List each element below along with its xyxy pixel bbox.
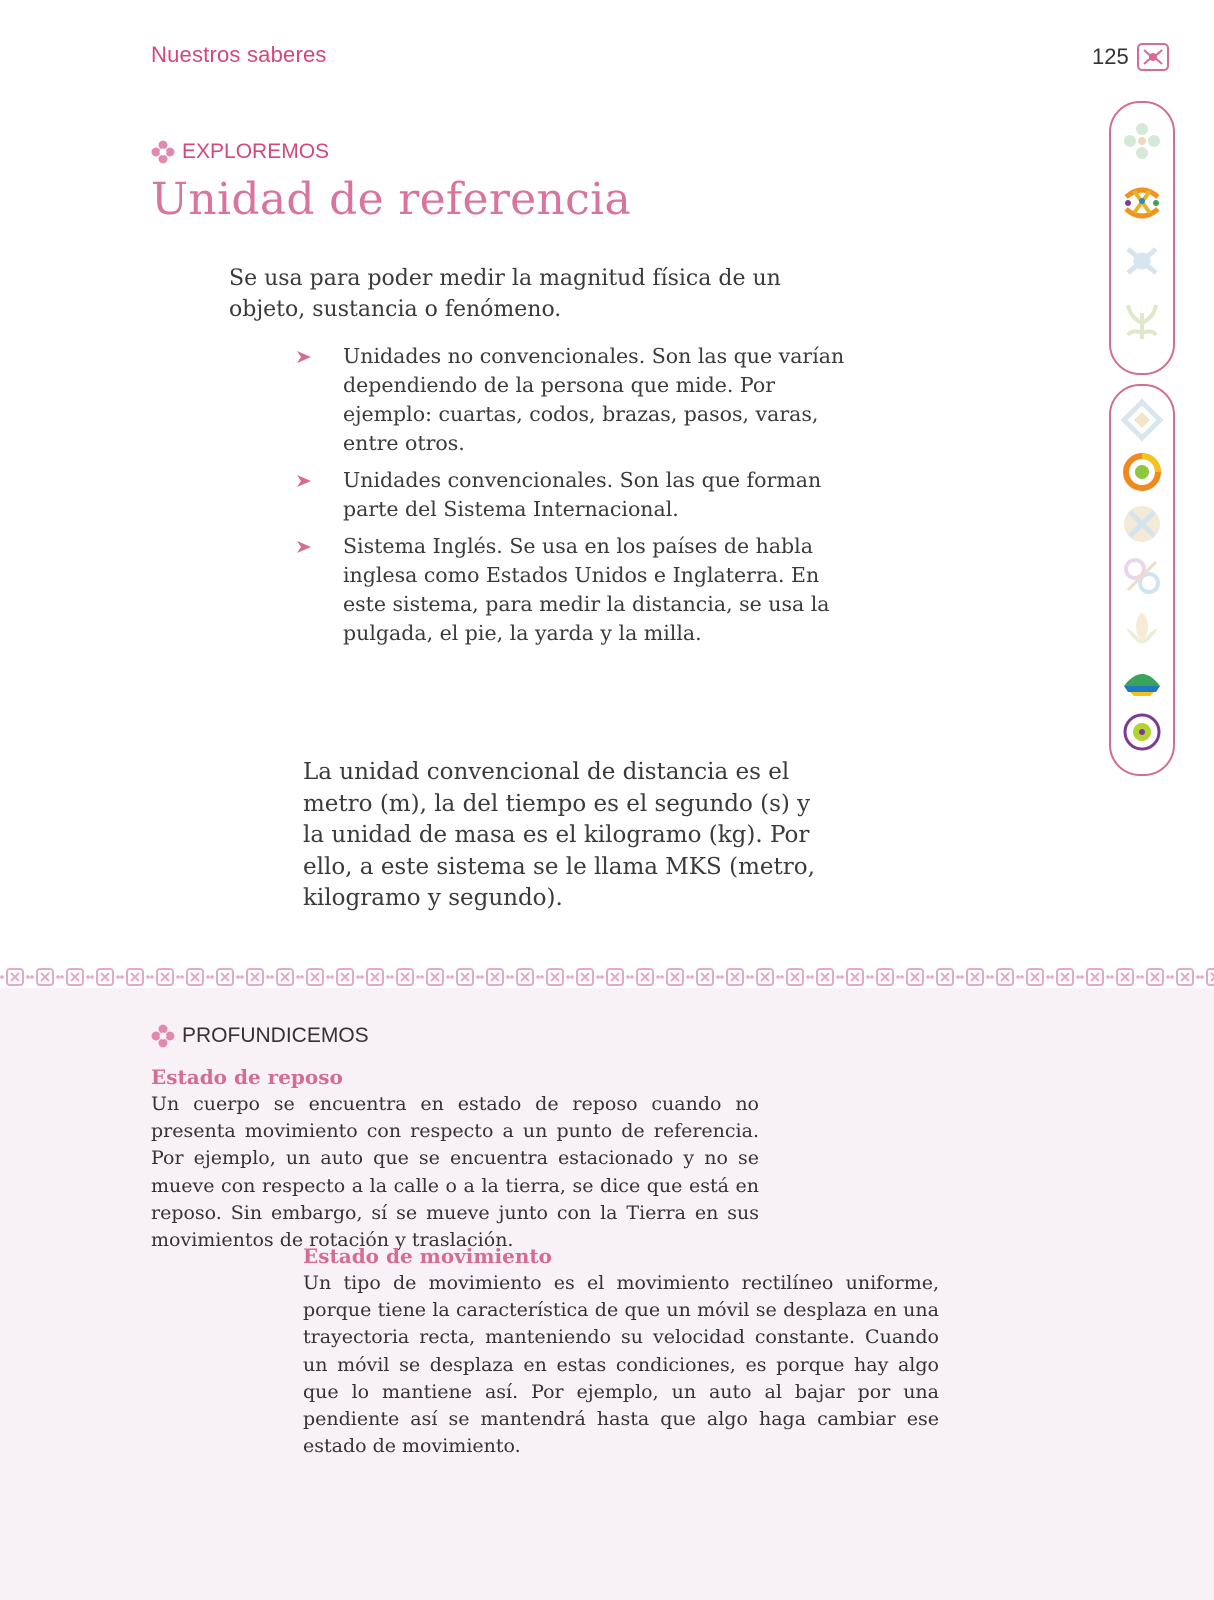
active-ring-icon[interactable] [1120, 450, 1164, 494]
arrow-bullet-icon [296, 474, 312, 488]
list-item [292, 532, 852, 648]
sidebar-top-group [1109, 101, 1175, 375]
faded-diamond-icon[interactable] [1120, 398, 1164, 442]
flower-icon [150, 139, 176, 165]
active-target-icon[interactable] [1120, 710, 1164, 754]
faded-magnifier-icon[interactable] [1120, 554, 1164, 598]
movimiento-paragraph: Un tipo de movimiento es el movimiento rectilíneo uniforme, porque tiene la característica de que un móvil se desplaza en una trayectoria recta, manteniendo su velocidad constante. Cuando un móvil se desplaza en estas condiciones, es porque hay algo que lo mantiene así. Por ejemplo, un auto al bajar por una pendiente así se mantendrá hasta que algo haga cambiar ese estado de movimiento. [303, 1272, 939, 1458]
arrow-bullet-icon [296, 350, 312, 364]
faded-floral-icon[interactable] [1120, 119, 1164, 163]
mks-paragraph: La unidad convencional de distancia es el metro (m), la del tiempo es el segundo (s) y la unidad de masa es el kilogramo (kg). Por ello, a este sistema se le llama MKS (metro, kilogramo y segundo). [303, 759, 815, 911]
units-list [292, 342, 852, 656]
arrow-bullet-icon [296, 540, 312, 554]
page-number: 125 [1092, 44, 1129, 69]
corner-glyph-icon [1134, 38, 1172, 76]
list-item-text: Unidades no convencionales. Son las que varían dependiendo de la persona que mide. Por ejemplo: cuartas, codos, brazas, pasos, varas, entre otros. [343, 344, 845, 455]
running-head: Nuestros saberes [151, 42, 327, 67]
page-title: Unidad de referencia [151, 174, 631, 225]
explore-label-text: EXPLOREMOS [182, 140, 330, 163]
list-item-text: Sistema Inglés. Se usa en los países de habla inglesa como Estados Unidos e Inglaterra. En este sistema, para medir la distancia, se usa la pulgada, el pie, la yarda y la milla. [343, 534, 830, 645]
intro-paragraph: Se usa para poder medir la magnitud física de un objeto, sustancia o fenómeno. [229, 266, 781, 322]
flower-icon [150, 1023, 176, 1049]
faded-hourglass-icon[interactable] [1120, 502, 1164, 546]
movimiento-heading: Estado de movimiento [303, 1244, 552, 1268]
ornament-strip [0, 966, 1214, 988]
active-figure-icon[interactable] [1120, 179, 1164, 223]
faded-lotus-icon[interactable] [1120, 606, 1164, 650]
active-fan-icon[interactable] [1120, 658, 1164, 702]
reposo-paragraph: Un cuerpo se encuentra en estado de reposo cuando no presenta movimiento con respecto a un punto de referencia. Por ejemplo, un auto que se encuentra estacionado y no se mueve con respecto a la calle o a la tierra, se dice que está en reposo. Sin embargo, sí se mueve junto con la Tierra en sus movimientos de rotación y traslación. [151, 1093, 759, 1252]
sidebar-bottom-group [1109, 384, 1175, 776]
faded-plant-icon[interactable] [1120, 299, 1164, 343]
deepen-section-label [150, 1023, 369, 1049]
list-item [292, 342, 852, 458]
list-item [292, 466, 852, 524]
reposo-heading: Estado de reposo [151, 1065, 343, 1089]
list-item-text: Unidades convencionales. Son las que forman parte del Sistema Internacional. [343, 468, 822, 521]
explore-section-label [150, 139, 329, 165]
deepen-label-text: PROFUNDICEMOS [182, 1024, 369, 1047]
faded-figure-icon[interactable] [1120, 239, 1164, 283]
